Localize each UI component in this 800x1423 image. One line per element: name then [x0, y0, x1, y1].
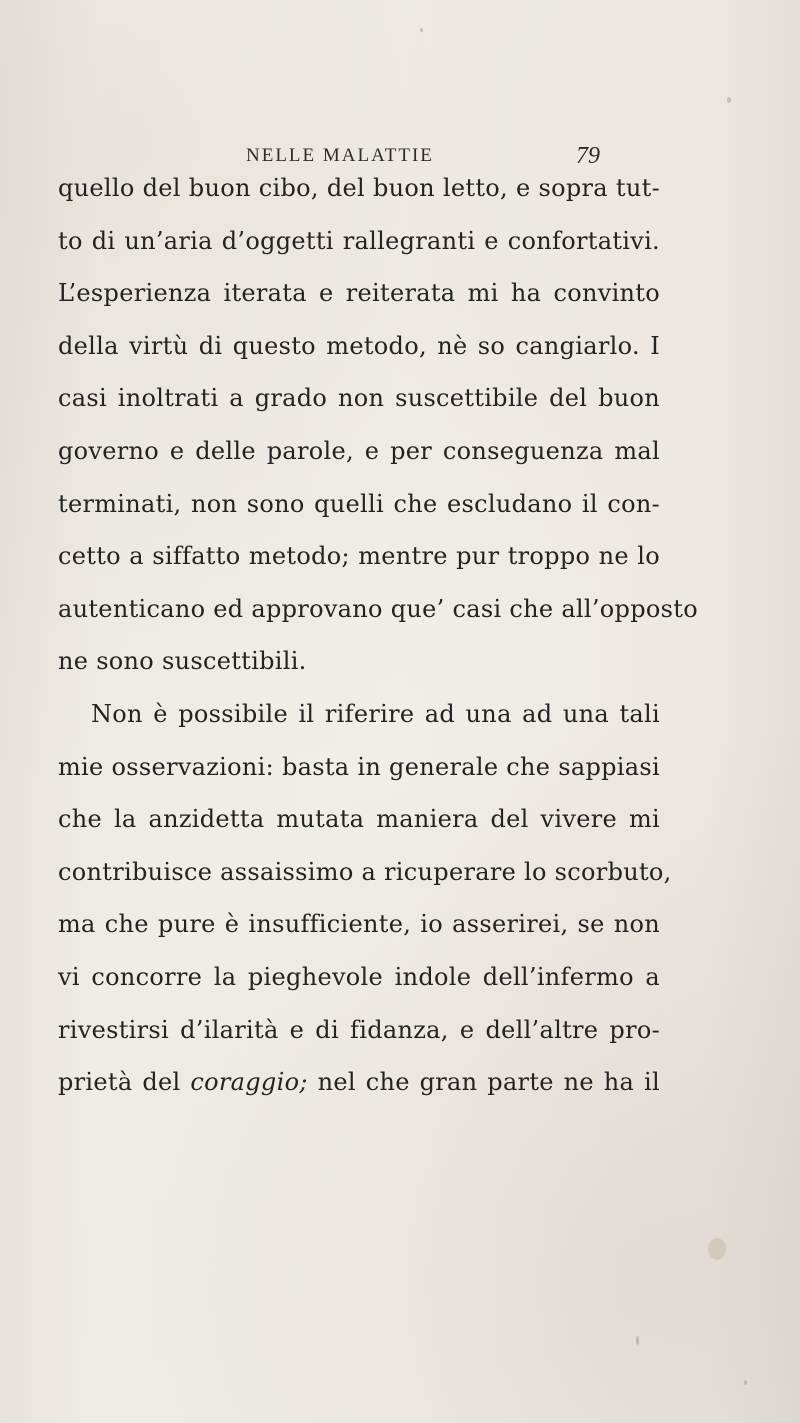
paragraph-end-line: ne sono suscettibili.	[58, 647, 307, 676]
paper-speck	[708, 1238, 726, 1260]
paper-speck	[420, 28, 423, 32]
paragraph-start-line: Non è possibile il riferire ad una ad una tali	[91, 699, 660, 728]
text-line: contribuisce assaissimo a ricuperare lo scorbuto,	[58, 857, 672, 886]
last-line-end: nel che gran parte ne ha il	[307, 1068, 660, 1097]
text-line: L’esperienza iterata e reiterata mi ha convinto	[58, 279, 660, 308]
text-line: vi concorre la pieghevole indole dell’infermo a	[58, 962, 660, 991]
text-line: to di un’aria d’oggetti rallegranti e confortativi.	[58, 226, 660, 255]
text-line: autenticano ed approvano que’ casi che all’opposto	[58, 594, 698, 623]
text-line: cetto a siffatto metodo; mentre pur troppo ne lo	[58, 542, 660, 571]
text-line: casi inoltrati a grado non suscettibile del buon	[58, 384, 660, 413]
text-line: che la anzidetta mutata maniera del vivere mi	[58, 805, 660, 834]
text-line-last	[58, 1056, 660, 1109]
text-line: terminati, non sono quelli che escludano il con-	[58, 489, 660, 518]
text-line: governo e delle parole, e per conseguenza mal	[58, 436, 660, 465]
page-number: 79	[576, 143, 600, 169]
running-head: NELLE MALATTIE	[246, 145, 434, 166]
last-line-start: prietà del	[58, 1068, 191, 1097]
text-line: della virtù di questo metodo, nè so cangiarlo. I	[58, 331, 660, 360]
text-line: mie osservazioni: basta in generale che sappiasi	[58, 752, 660, 781]
paper-speck	[727, 97, 731, 103]
text-line: quello del buon cibo, del buon letto, e sopra tut-	[58, 174, 660, 202]
paper-speck	[744, 1380, 747, 1385]
italic-word: coraggio;	[190, 1068, 308, 1097]
text-line: rivestirsi d’ilarità e di fidanza, e dell’altre pro-	[58, 1015, 660, 1044]
text-line: ma che pure è insufficiente, io asserirei, se non	[58, 910, 660, 939]
body-text	[58, 162, 698, 1109]
paper-speck	[636, 1336, 639, 1345]
